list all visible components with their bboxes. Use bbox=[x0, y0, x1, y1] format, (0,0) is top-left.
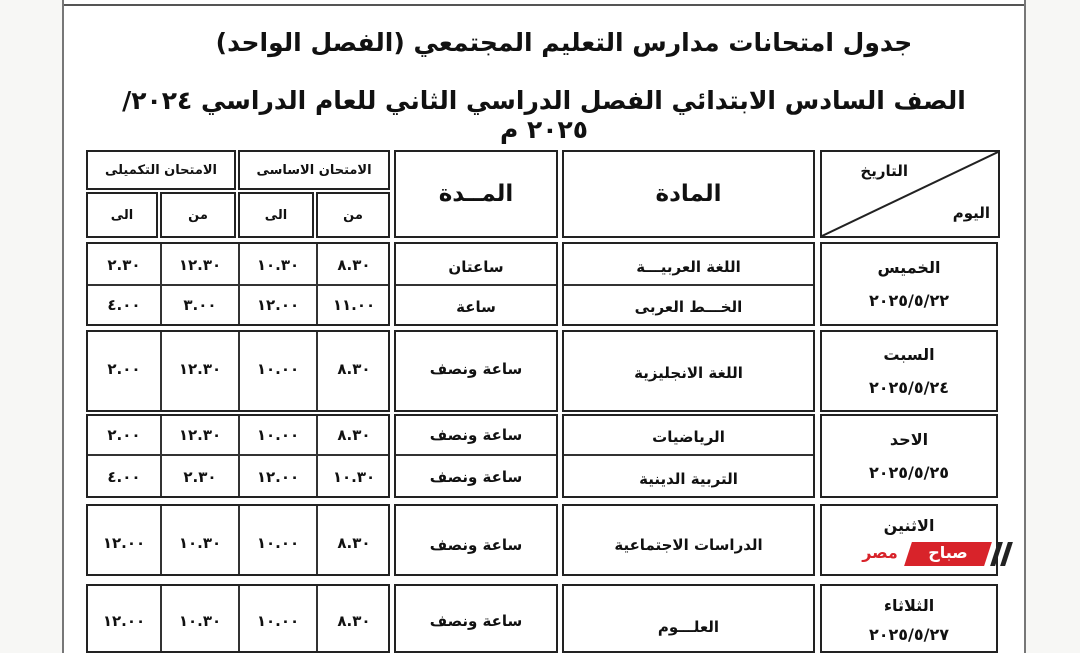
supp-from-time: ١٢.٣٠ bbox=[178, 360, 222, 378]
supp-from-time: ٣.٠٠ bbox=[183, 296, 217, 314]
subject-name: التربية الدينية bbox=[639, 470, 738, 488]
subject-block-monday bbox=[562, 504, 815, 576]
basic-to-time: ١٠.٠٠ bbox=[256, 426, 300, 444]
logo-text-masr: مصر bbox=[862, 543, 898, 562]
supp-from-time: ١٢.٣٠ bbox=[178, 426, 222, 444]
day-date: ٢٠٢٥/٥/٢٢ bbox=[868, 291, 950, 310]
header-date-day-cell bbox=[820, 150, 1000, 238]
day-name: السبت bbox=[883, 345, 935, 364]
times-block-tuesday bbox=[86, 584, 390, 653]
duration-block-thursday bbox=[394, 242, 558, 326]
basic-from-time: ١٠.٣٠ bbox=[332, 468, 376, 486]
duration-block-tuesday bbox=[394, 584, 558, 653]
duration-value: ساعة ونصف bbox=[429, 536, 523, 554]
day-date: ٢٠٢٥/٥/٢٤ bbox=[868, 378, 950, 397]
supp-from-time: ١٠.٣٠ bbox=[178, 612, 222, 630]
subject-name: الرياضيات bbox=[652, 428, 725, 446]
day-name: الاثنين bbox=[883, 516, 935, 535]
header-supp-to: الى bbox=[86, 192, 158, 238]
day-date: ٢٠٢٥/٥/٢٥ bbox=[868, 463, 950, 482]
logo-text-sabah: صباح bbox=[928, 543, 968, 562]
subject-block-saturday bbox=[562, 330, 815, 412]
header-supp-from: من bbox=[160, 192, 236, 238]
day-cell-sunday bbox=[820, 414, 998, 498]
basic-from-time: ٨.٣٠ bbox=[337, 426, 371, 444]
basic-to-time: ١٠.٠٠ bbox=[256, 534, 300, 552]
day-name: الثلاثاء bbox=[883, 596, 935, 615]
supp-from-time: ٢.٣٠ bbox=[183, 468, 217, 486]
basic-from-time: ٨.٣٠ bbox=[337, 256, 371, 274]
header-basic-exam: الامتحان الاساسى bbox=[238, 150, 390, 190]
header-basic-from: من bbox=[316, 192, 390, 238]
supp-to-time: ٤.٠٠ bbox=[107, 296, 141, 314]
supp-to-time: ٢.٠٠ bbox=[107, 426, 141, 444]
duration-block-monday bbox=[394, 504, 558, 576]
basic-from-time: ٨.٣٠ bbox=[337, 612, 371, 630]
subject-block-tuesday bbox=[562, 584, 815, 653]
supp-to-time: ١٢.٠٠ bbox=[102, 612, 146, 630]
supp-to-time: ٢.٣٠ bbox=[107, 256, 141, 274]
times-block-saturday bbox=[86, 330, 390, 412]
day-cell-tuesday bbox=[820, 584, 998, 653]
basic-from-time: ٨.٣٠ bbox=[337, 360, 371, 378]
top-border-line bbox=[64, 4, 1024, 6]
times-block-sunday bbox=[86, 414, 390, 498]
subject-block-thursday bbox=[562, 242, 815, 326]
sabah-masr-logo bbox=[852, 540, 1026, 570]
header-day: اليوم bbox=[952, 204, 990, 222]
header-basic-to: الى bbox=[238, 192, 314, 238]
header-duration: المــدة bbox=[394, 150, 558, 238]
header-subject: المادة bbox=[562, 150, 815, 238]
supp-to-time: ٢.٠٠ bbox=[107, 360, 141, 378]
supp-from-time: ١٠.٣٠ bbox=[178, 534, 222, 552]
times-block-monday bbox=[86, 504, 390, 576]
duration-value: ساعة ونصف bbox=[429, 468, 523, 486]
diagonal-divider bbox=[822, 152, 998, 236]
duration-value: ساعة ونصف bbox=[429, 426, 523, 444]
subject-name: اللغة العربيـــة bbox=[636, 258, 741, 276]
day-cell-thursday bbox=[820, 242, 998, 326]
day-date: ٢٠٢٥/٥/٢٧ bbox=[868, 625, 950, 644]
duration-value: ساعة bbox=[456, 298, 496, 316]
duration-value: ساعة ونصف bbox=[429, 612, 523, 630]
duration-block-sunday bbox=[394, 414, 558, 498]
basic-to-time: ١٠.٣٠ bbox=[256, 256, 300, 274]
day-cell-saturday bbox=[820, 330, 998, 412]
subject-name: الخـــط العربى bbox=[634, 298, 743, 316]
subject-name: اللغة الانجليزية bbox=[634, 364, 743, 382]
document-subtitle: الصف السادس الابتدائي الفصل الدراسي الثاني للعام الدراسي ٢٠٢٤/ ٢٠٢٥ م bbox=[122, 86, 966, 144]
subject-name: الدراسات الاجتماعية bbox=[614, 536, 763, 554]
times-block-thursday bbox=[86, 242, 390, 326]
day-name: الخميس bbox=[877, 258, 941, 277]
subject-block-sunday bbox=[562, 414, 815, 498]
duration-value: ساعتان bbox=[448, 258, 504, 276]
subject-name: العلـــوم bbox=[657, 618, 720, 636]
supp-to-time: ٤.٠٠ bbox=[107, 468, 141, 486]
header-supplementary-exam: الامتحان التكميلى bbox=[86, 150, 236, 190]
basic-to-time: ١٢.٠٠ bbox=[256, 296, 300, 314]
header-date: التاريخ bbox=[860, 162, 908, 180]
document-title: جدول امتحانات مدارس التعليم المجتمعي (الفصل الواحد) bbox=[215, 28, 913, 57]
basic-to-time: ١٠.٠٠ bbox=[256, 360, 300, 378]
basic-to-time: ١٠.٠٠ bbox=[256, 612, 300, 630]
duration-value: ساعة ونصف bbox=[429, 360, 523, 378]
duration-block-saturday bbox=[394, 330, 558, 412]
supp-from-time: ١٢.٣٠ bbox=[178, 256, 222, 274]
basic-from-time: ٨.٣٠ bbox=[337, 534, 371, 552]
day-name: الاحد bbox=[889, 430, 929, 449]
supp-to-time: ١٢.٠٠ bbox=[102, 534, 146, 552]
basic-to-time: ١٢.٠٠ bbox=[256, 468, 300, 486]
basic-from-time: ١١.٠٠ bbox=[332, 296, 376, 314]
